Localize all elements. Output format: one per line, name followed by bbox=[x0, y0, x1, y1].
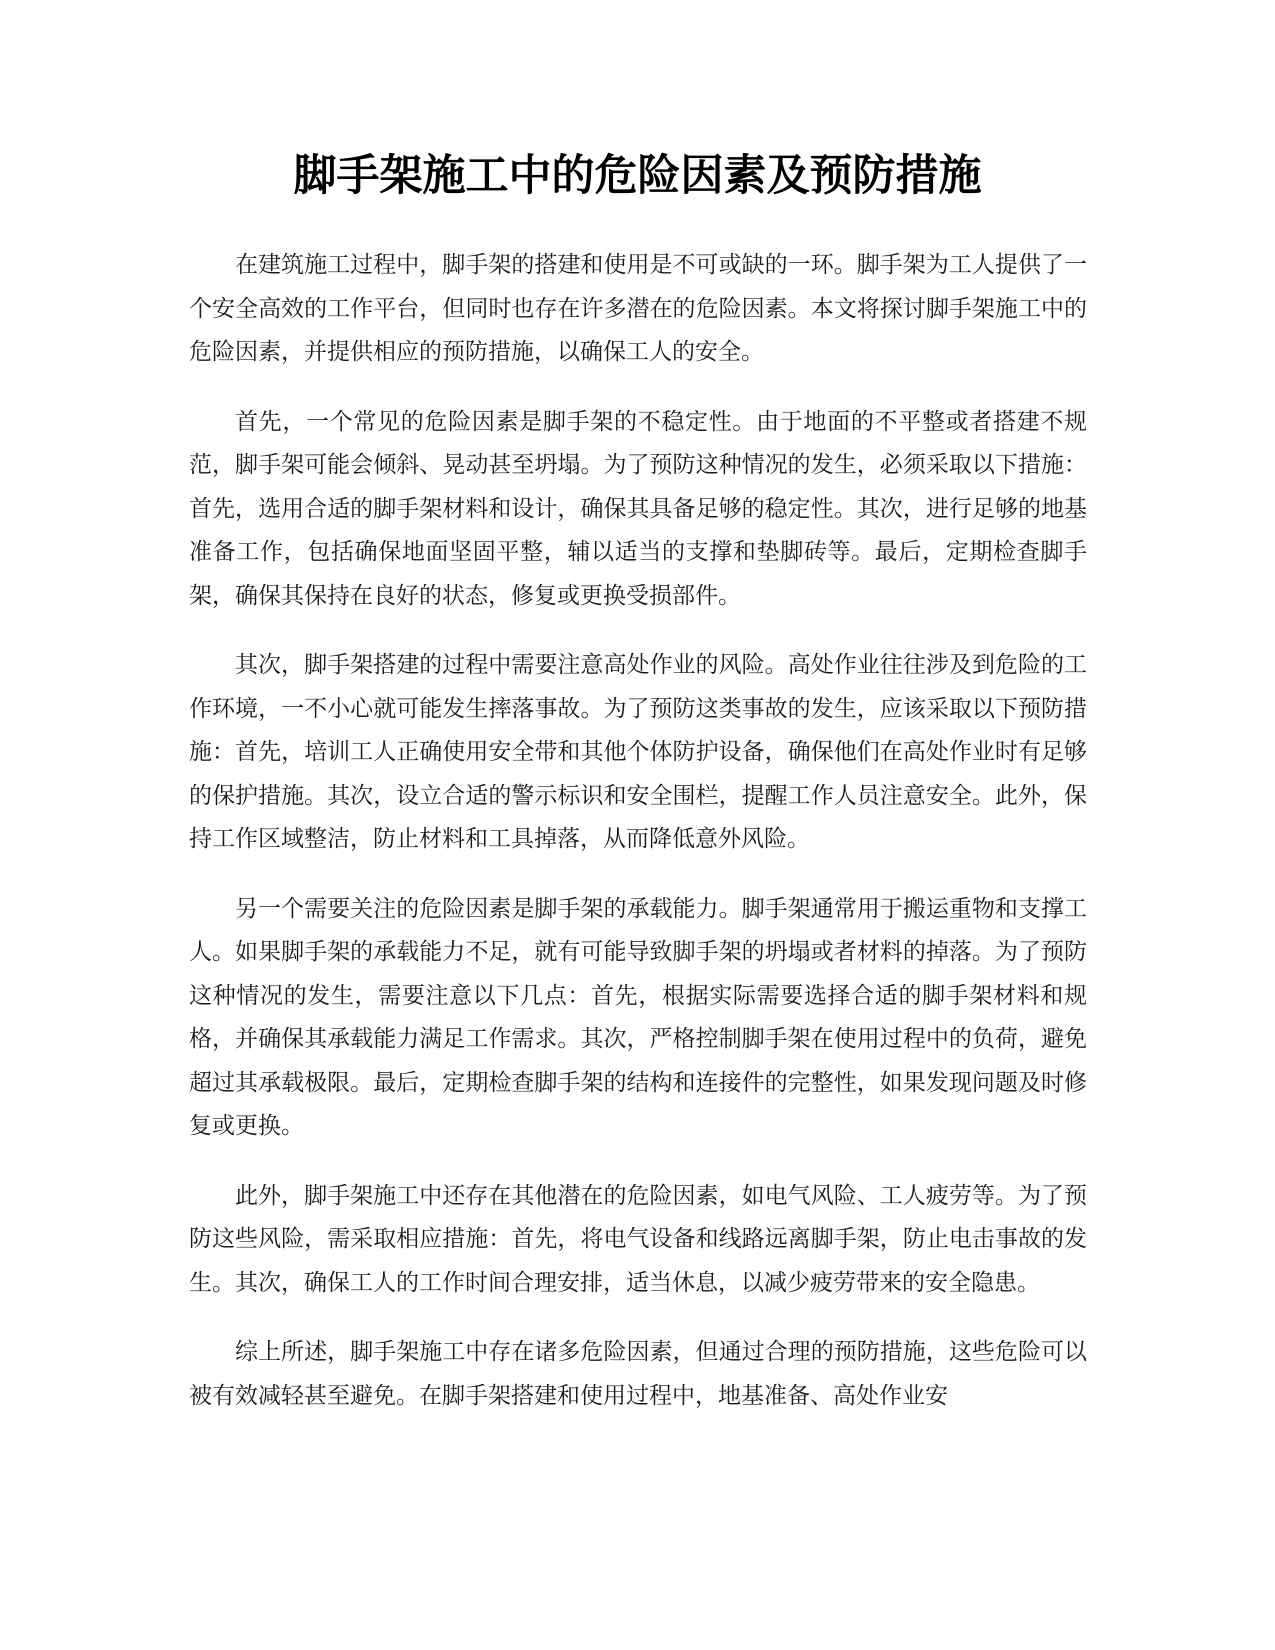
paragraph-other-risks: 此外，脚手架施工中还存在其他潜在的危险因素，如电气风险、工人疲劳等。为了预防这些风险，需采取相应措施：首先，将电气设备和线路远离脚手架，防止电击事故的发生。其次，确保工人的工作时间合理安排，适当休息，以减少疲劳带来的安全隐患。 bbox=[189, 1182, 1087, 1296]
document-body bbox=[189, 244, 1087, 1444]
paragraph-summary: 综上所述，脚手架施工中存在诸多危险因素，但通过合理的预防措施，这些危险可以被有效减轻甚至避免。在脚手架搭建和使用过程中，地基准备、高处作业安 bbox=[189, 1339, 1087, 1409]
paragraph-height-work: 其次，脚手架搭建的过程中需要注意高处作业的风险。高处作业往往涉及到危险的工作环境，一不小心就可能发生摔落事故。为了预防这类事故的发生，应该采取以下预防措施：首先，培训工人正确使用安全带和其他个体防护设备，确保他们在高处作业时有足够的保护措施。其次，设立合适的警示标识和安全围栏，提醒工作人员注意安全。此外，保持工作区域整洁，防止材料和工具掉落，从而降低意外风险。 bbox=[189, 652, 1087, 852]
paragraph-intro: 在建筑施工过程中，脚手架的搭建和使用是不可或缺的一环。脚手架为工人提供了一个安全高效的工作平台，但同时也存在许多潜在的危险因素。本文将探讨脚手架施工中的危险因素，并提供相应的预防措施，以确保工人的安全。 bbox=[189, 252, 1087, 365]
document-title: 脚手架施工中的危险因素及预防措施 bbox=[293, 151, 982, 201]
paragraph-instability: 首先，一个常见的危险因素是脚手架的不稳定性。由于地面的不平整或者搭建不规范，脚手架可能会倾斜、晃动甚至坍塌。为了预防这种情况的发生，必须采取以下措施：首先，选用合适的脚手架材料和设计，确保其具备足够的稳定性。其次，进行足够的地基准备工作，包括确保地面坚固平整，辅以适当的支撑和垫脚砖等。最后，定期检查脚手架，确保其保持在良好的状态，修复或更换受损部件。 bbox=[189, 408, 1087, 609]
paragraph-load-capacity: 另一个需要关注的危险因素是脚手架的承载能力。脚手架通常用于搬运重物和支撑工人。如果脚手架的承载能力不足，就有可能导致脚手架的坍塌或者材料的掉落。为了预防这种情况的发生，需要注意以下几点：首先，根据实际需要选择合适的脚手架材料和规格，并确保其承载能力满足工作需求。其次，严格控制脚手架在使用过程中的负荷，避免超过其承载极限。最后，定期检查脚手架的结构和连接件的完整性，如果发现问题及时修复或更换。 bbox=[189, 895, 1087, 1139]
